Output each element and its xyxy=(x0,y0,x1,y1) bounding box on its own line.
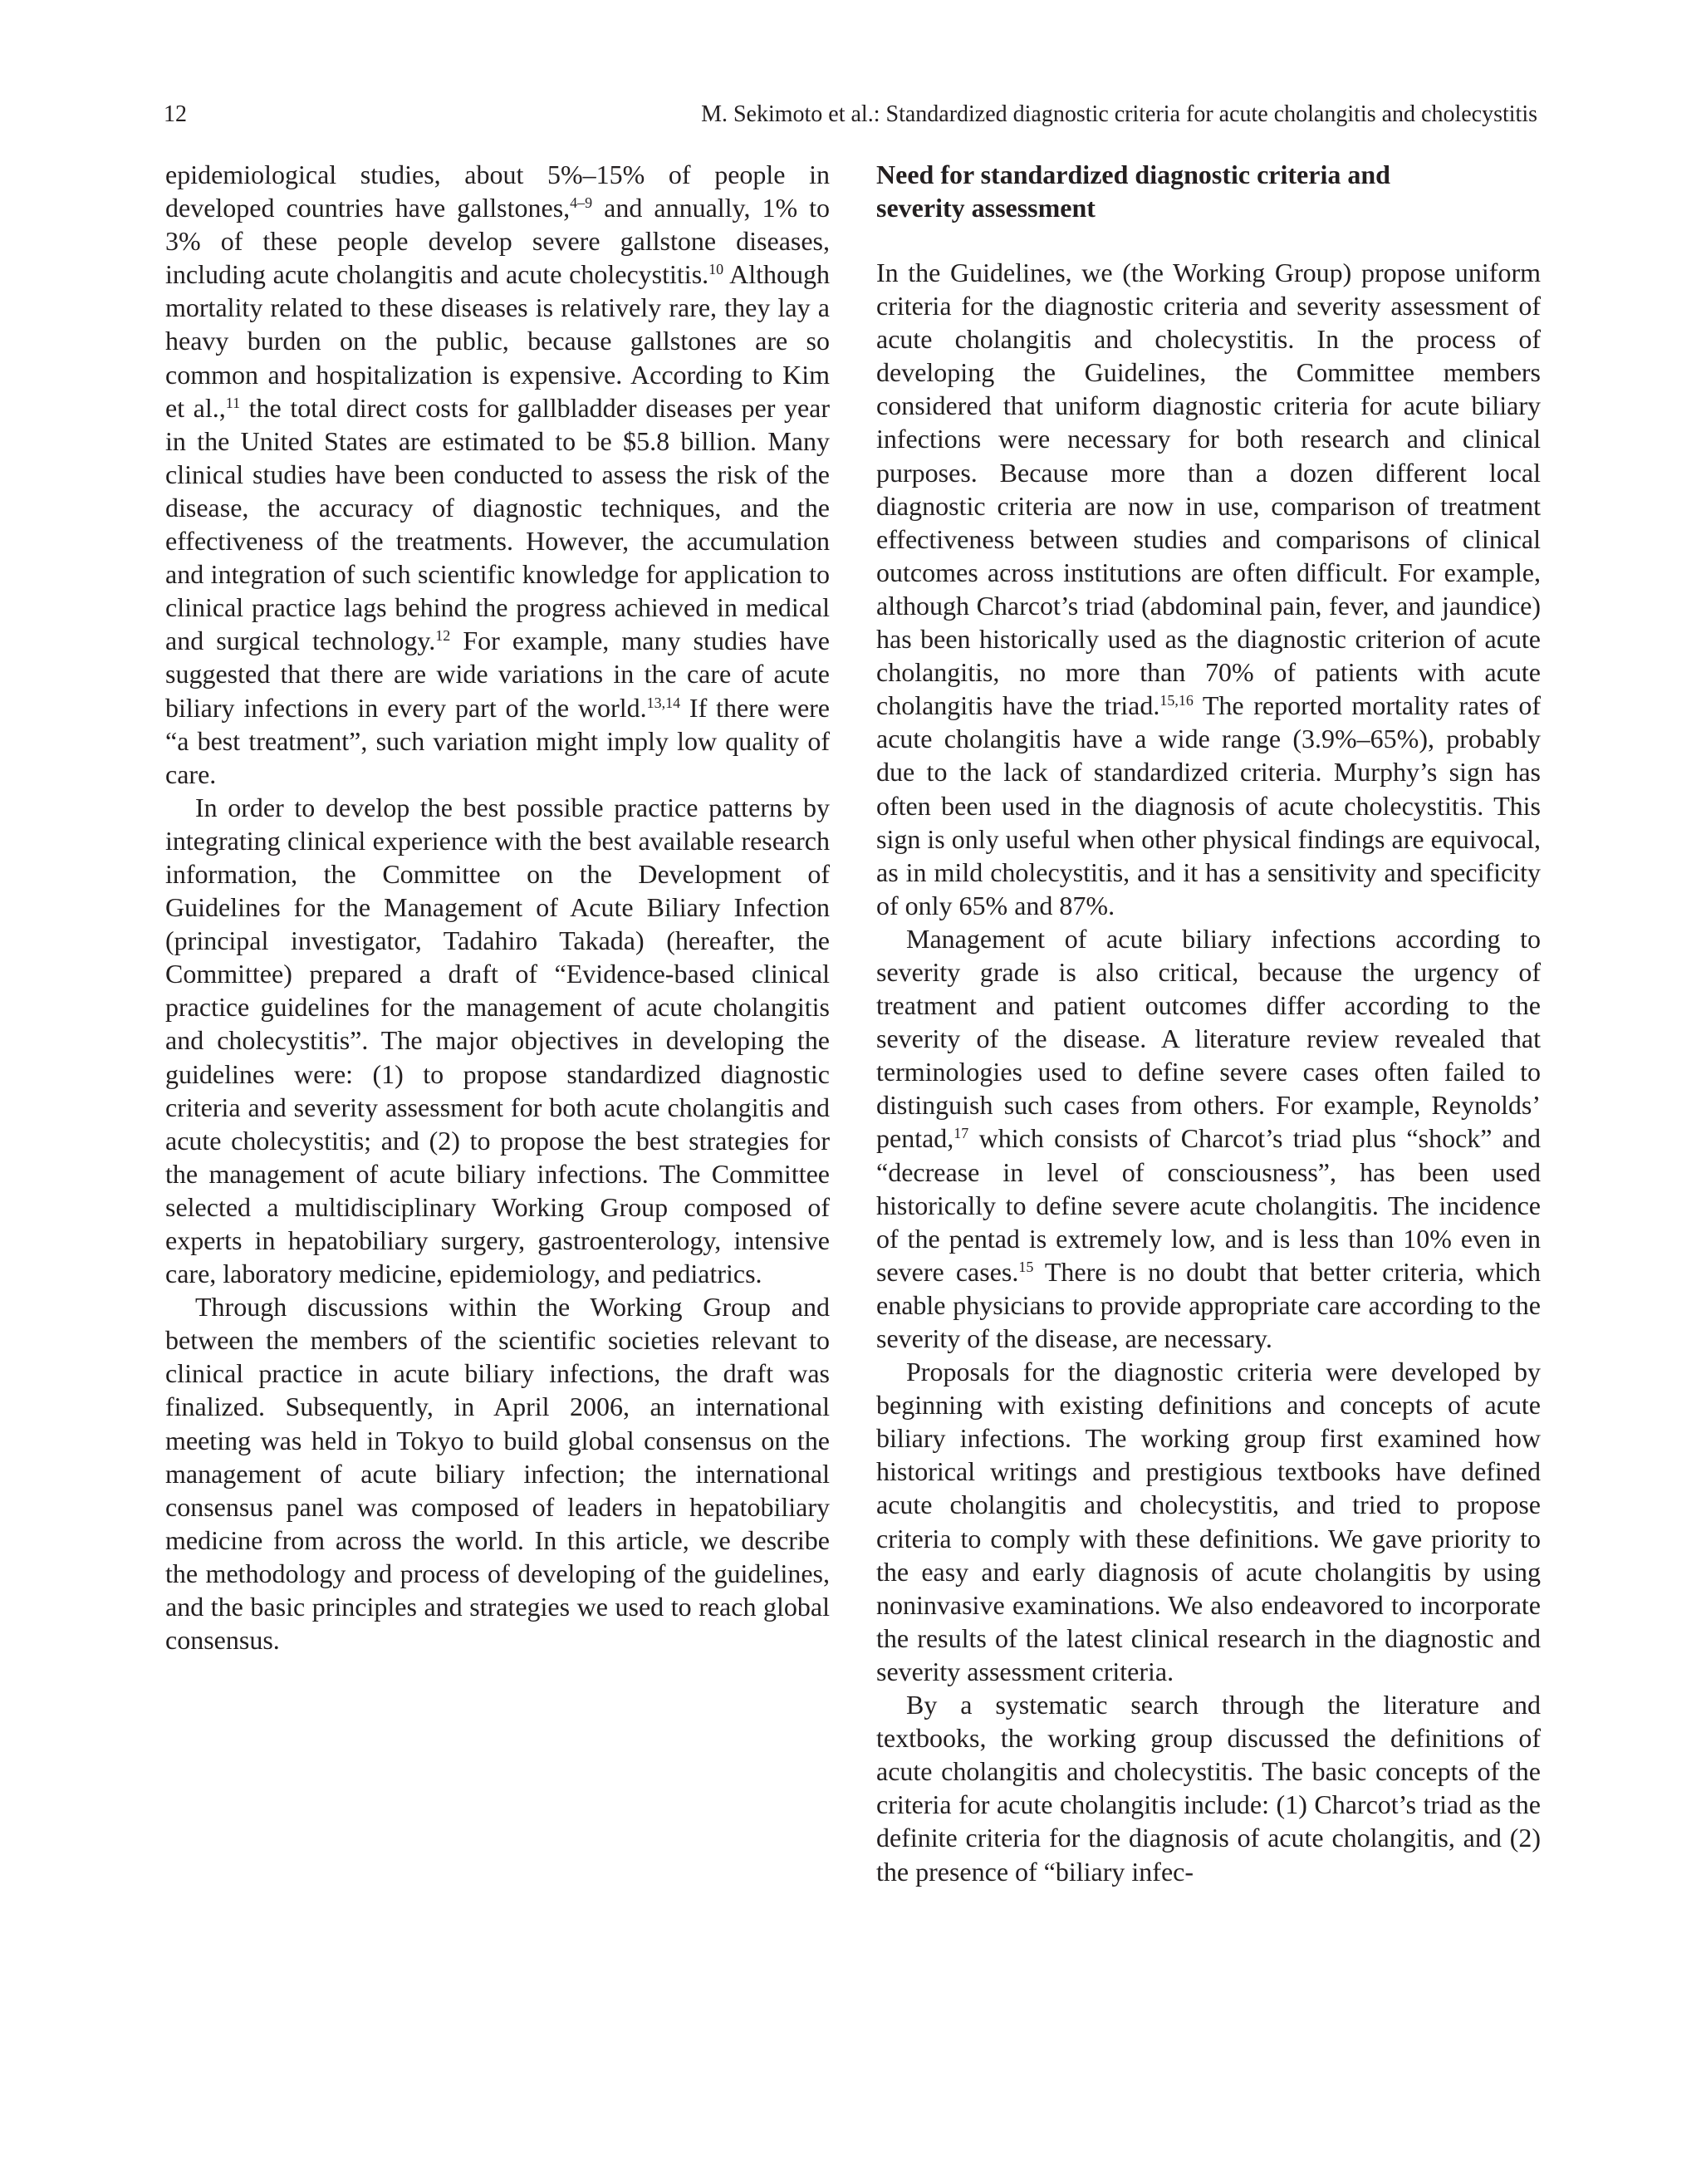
paragraph xyxy=(876,922,1541,1355)
citation: 13,14 xyxy=(646,694,681,711)
paragraph: Through discussions within the Working Group and between the members of the scientific societies relevant to clinical practice in acute biliary infections, the draft was finalized. Subsequently, in April 2006, an international meeting was held in Tokyo to build global consensus on the management of acute biliary infection; the international consensus panel was composed of leaders in hepatobiliary medicine from across the world. In this article, we describe the methodology and process of developing of the guidelines, and the basic principles and strategies we used to reach global consensus. xyxy=(165,1292,830,1656)
text-run: Although mortality related to these diseases is relatively rare, they lay a heavy burden on the public, because gallstones are so common and hospitalization is expensive. According to Kim et al., xyxy=(165,259,830,423)
left-column xyxy=(165,158,830,1656)
text-run: There is no doubt that better criteria, which enable physicians to provide appropriate care according to the severity of the disease, are necessary. xyxy=(876,1256,1542,1353)
text-run: and annually, 1% to 3% of these people develop severe gallstone diseases, including acute cholangitis and acute cholecystitis. xyxy=(165,193,831,290)
citation: 15 xyxy=(1018,1259,1034,1276)
citation: 15,16 xyxy=(1159,692,1194,709)
paragraph: By a systematic search through the literature and textbooks, the working group discussed the definitions of acute cholangitis and cholecystitis. The basic concepts of the criteria for acute cholangitis include: (1) Charcot’s triad as the definite criteria for the diagnosis of acute cholangitis, and (2) the presence of “biliary infec- xyxy=(876,1690,1541,1887)
citation: 11 xyxy=(225,394,241,411)
text-run: epidemiological studies, about 5%–15% of people in developed countries have gallstones, xyxy=(165,160,830,223)
right-column xyxy=(876,158,1541,1888)
page-number: 12 xyxy=(164,101,187,127)
text-run: which consists of Charcot’s triad plus “shock” and “decrease in level of consciousness”, has been used historically to define severe acute cholangitis. The incidence of the pentad is extremely low, and is less than 10% even in severe cases. xyxy=(876,1123,1541,1287)
text-run: the total direct costs for gallbladder diseases per year in the United States are estimated to be $5.8 billion. Many clinical studies have been conducted to assess the risk of the disease, the accuracy of diagnostic techniques, and the effectiveness of the treatments. However, the accumulation and integration of such scientific knowledge for application to clinical practice lags behind the progress achieved in medical and surgical technology. xyxy=(165,392,830,656)
citation: 17 xyxy=(953,1125,969,1142)
paragraph: In order to develop the best possible practice patterns by integrating clinical experience with the best available research information, the Committee on the Development of Guidelines for the Management of Acute Biliary Infection (principal investigator, Tadahiro Takada) (hereafter, the Committee) prepared a draft of “Evidence-based clinical practice guidelines for the management of acute cholangitis and cholecystitis”. The major objectives in developing the guidelines were: (1) to propose standardized diagnostic criteria and severity assessment for both acute cholangitis and acute cholecystitis; and (2) to propose the best strategies for the management of acute biliary infections. The Committee selected a multidisciplinary Working Group composed of experts in hepatobiliary surgery, gastroenterology, intensive care, laboratory medicine, epidemiology, and pediatrics. xyxy=(165,792,830,1289)
text-run: For example, many studies have suggested that there are wide variations in the care of acute biliary infections in every part of the world. xyxy=(165,626,831,723)
section-heading-line: Need for standardized diagnostic criteria and xyxy=(876,160,1390,189)
section-heading xyxy=(876,158,1541,224)
citation: 4–9 xyxy=(570,194,593,212)
running-head xyxy=(164,98,1537,131)
text-run: Management of acute biliary infections according to severity grade is also critical, because the urgency of treatment and patient outcomes differ according to the severity of the disease. A literature review revealed that terminologies used to define severe cases often failed to distinguish such cases from others. For example, Reynolds’ pentad, xyxy=(876,923,1541,1154)
citation: 10 xyxy=(708,261,724,278)
paragraph: Proposals for the diagnostic criteria were developed by beginning with existing definitions and concepts of acute biliary infections. The working group first examined how historical writings and prestigious textbooks have defined acute cholangitis and cholecystitis, and tried to propose criteria to comply with these definitions. We gave priority to the easy and early diagnosis of acute cholangitis by using noninvasive examinations. We also endeavored to incorporate the results of the latest clinical research in the diagnostic and severity assessment criteria. xyxy=(876,1357,1541,1686)
section-heading-line: severity assessment xyxy=(876,193,1096,223)
running-title: M. Sekimoto et al.: Standardized diagnostic criteria for acute cholangitis and cholecystitis xyxy=(701,101,1537,127)
text-run: If there were “a best treatment”, such variation might imply low quality of care. xyxy=(165,692,831,789)
citation: 12 xyxy=(435,627,451,645)
text-run: The reported mortality rates of acute cholangitis have a wide range (3.9%–65%), probably due to the lack of standardized criteria. Murphy’s sign has often been used in the diagnosis of acute cholecystitis. This sign is only useful when other physical findings are equivocal, as in mild cholecystitis, and it has a sensitivity and specificity of only 65% and 87%. xyxy=(876,690,1542,920)
paragraph xyxy=(165,158,830,791)
paragraph xyxy=(876,256,1541,922)
text-run: In the Guidelines, we (the Working Group) propose uniform criteria for the diagnostic criteria and severity assessment of acute cholangitis and cholecystitis. In the process of developing the Guidelines, the Committee members considered that uniform diagnostic criteria for acute biliary infections were necessary for both research and clinical purposes. Because more than a dozen different local diagnostic criteria are now in use, comparison of treatment effectiveness between studies and comparisons of clinical outcomes across institutions are often difficult. For example, although Charcot’s triad (abdominal pain, fever, and jaundice) has been historically used as the diagnostic criterion of acute cholangitis, no more than 70% of patients with acute cholangitis have the triad. xyxy=(876,258,1541,721)
